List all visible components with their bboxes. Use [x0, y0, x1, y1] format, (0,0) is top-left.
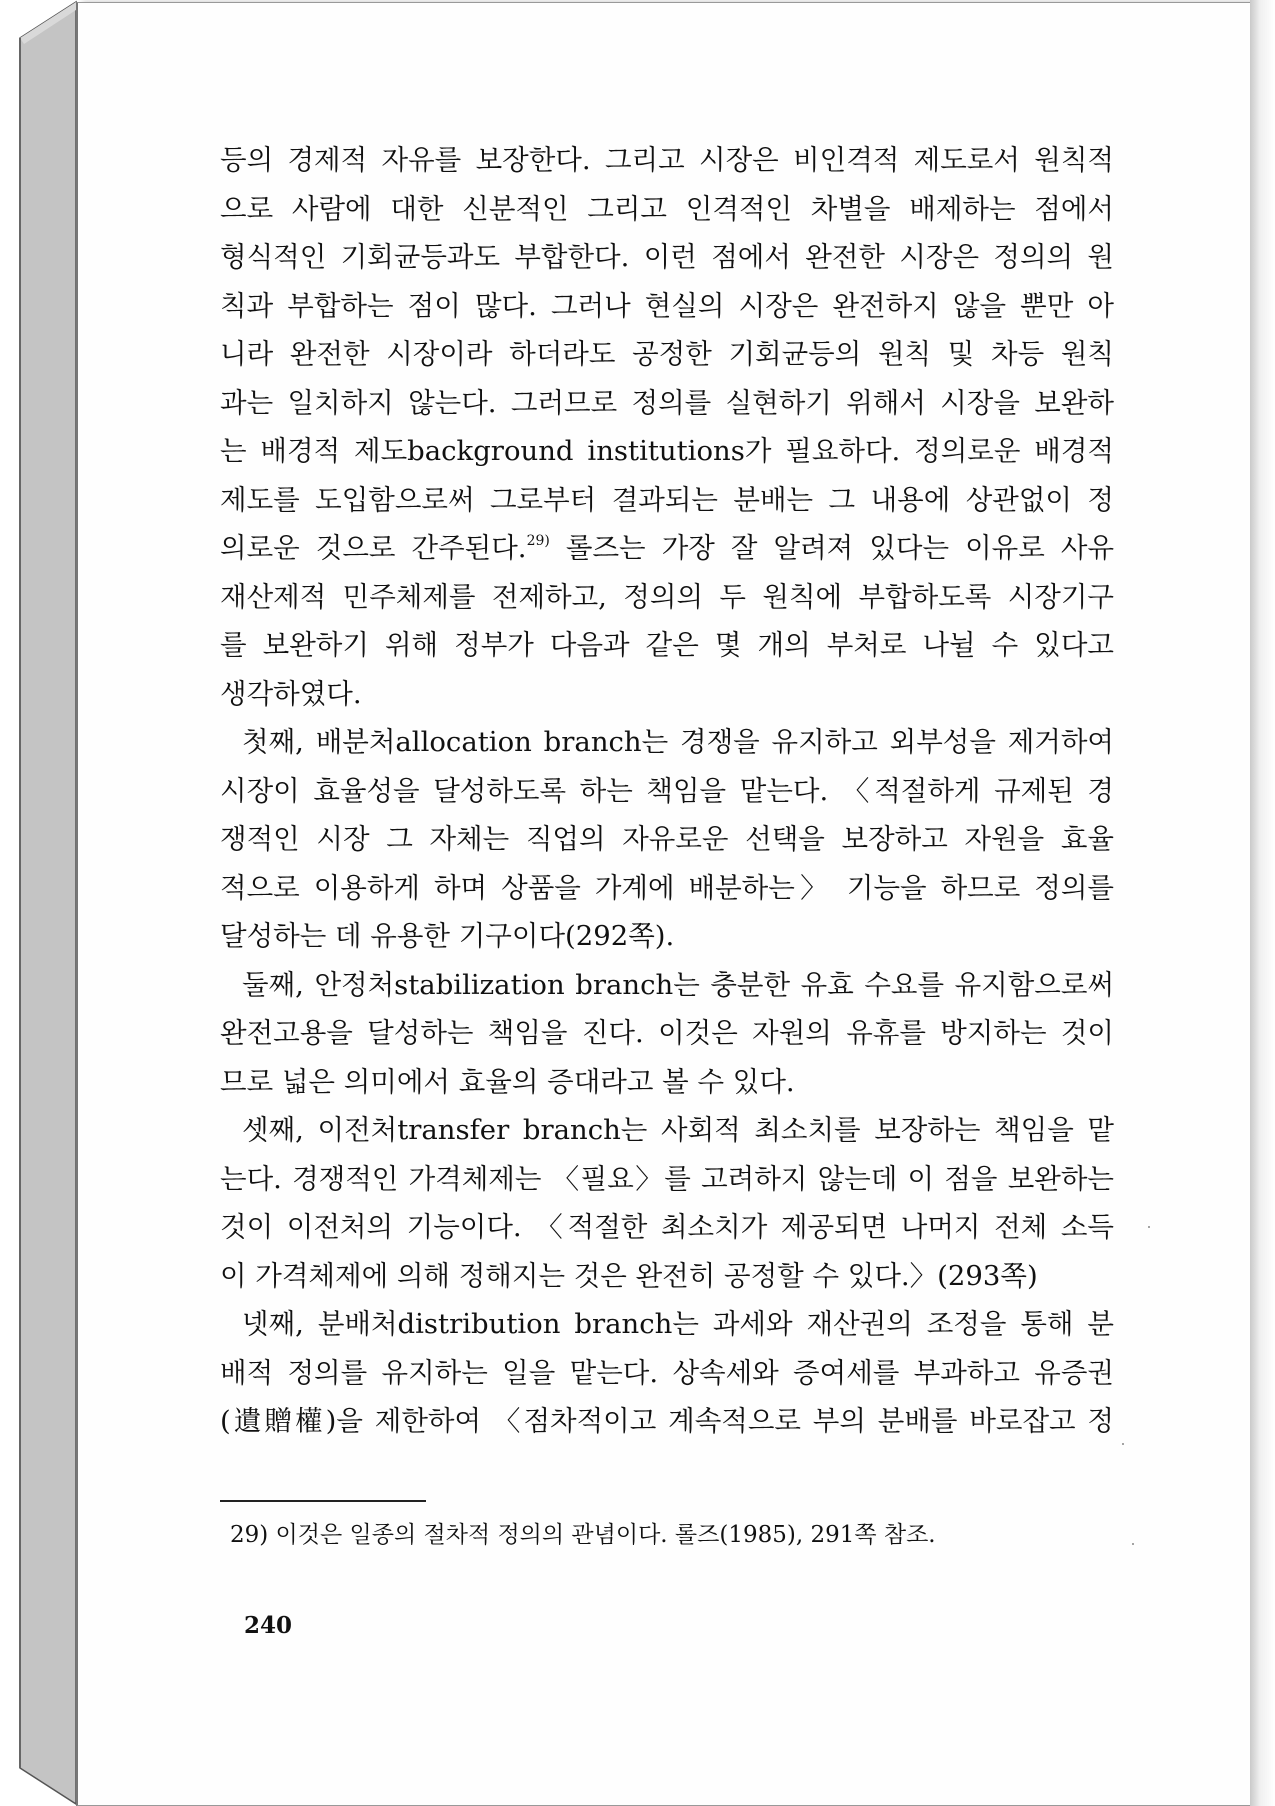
text-line: 는다. 경쟁적인 가격체제는 〈필요〉를 고려하지 않는데 이 점을 보완하는 [220, 1162, 1114, 1195]
text-line: 배적 정의를 유지하는 일을 맡는다. 상속세와 증여세를 부과하고 유증권 [220, 1356, 1114, 1389]
text-line: 으로 사람에 대한 신분적인 그리고 인격적인 차별을 배제하는 점에서 [220, 192, 1114, 225]
text-line: 생각하였다. [220, 677, 362, 710]
text-line: 달성하는 데 유용한 기구이다(292쪽). [220, 920, 675, 952]
paper-speck [1122, 1443, 1124, 1445]
text-line: 적으로 이용하게 하며 상품을 가계에 배분하는〉 기능을 하므로 정의를 [220, 871, 1114, 904]
text-line: 첫째, 배분처allocation branch는 경쟁을 유지하고 외부성을 제거하여 [242, 726, 1114, 758]
text-line: 쟁적인 시장 그 자체는 직업의 자유로운 선택을 보장하고 자원을 효율 [220, 823, 1114, 855]
text-segment: 롤즈는 가장 잘 알려져 있다는 이유로 사유 [549, 532, 1115, 564]
text-line: 제도를 도입함으로써 그로부터 결과되는 분배는 그 내용에 상관없이 정 [220, 483, 1114, 516]
text-line: 등의 경제적 자유를 보장한다. 그리고 시장은 비인격적 제도로서 원칙적 [220, 144, 1114, 176]
text-line: 형식적인 기회균등과도 부합한다. 이런 점에서 완전한 시장은 정의의 원 [220, 241, 1114, 273]
text-line: (遺贈權)을 제한하여 〈점차적이고 계속적으로 부의 분배를 바로잡고 정 [220, 1405, 1114, 1437]
text-line: 이 가격체제에 의해 정해지는 것은 완전히 공정할 수 있다.〉(293쪽) [220, 1259, 1038, 1292]
page-right-edge [1250, 0, 1275, 1806]
footnote: 29) 이것은 일종의 절차적 정의의 관념이다. 롤즈(1985), 291쪽 참조. [230, 1522, 936, 1548]
text-line: 를 보완하기 위해 정부가 다음과 같은 몇 개의 부처로 나뉠 수 있다고 [220, 629, 1114, 661]
text-line: 시장이 효율성을 달성하도록 하는 책임을 맡는다. 〈적절하게 규제된 경 [220, 774, 1114, 807]
text-line: 과는 일치하지 않는다. 그러므로 정의를 실현하기 위해서 시장을 보완하 [220, 386, 1114, 419]
body-text [220, 136, 1114, 1446]
text-line: 므로 넓은 의미에서 효율의 증대라고 볼 수 있다. [220, 1065, 795, 1098]
text-line: 셋째, 이전처transfer branch는 사회적 최소치를 보장하는 책임을 맡 [242, 1114, 1114, 1146]
text-segment: 의로운 것으로 간주된다. [220, 532, 527, 564]
text-line: 완전고용을 달성하는 책임을 진다. 이것은 자원의 유휴를 방지하는 것이 [220, 1017, 1114, 1049]
footnote-reference: 29) [526, 533, 550, 549]
paper-speck [1148, 1226, 1150, 1228]
page-number: 240 [244, 1612, 293, 1639]
text-line: 칙과 부합하는 점이 많다. 그러나 현실의 시장은 완전하지 않을 뿐만 아 [220, 289, 1114, 322]
text-line-with-footnote-ref [220, 524, 1114, 573]
text-line: 것이 이전처의 기능이다. 〈적절한 최소치가 제공되면 나머지 전체 소득 [220, 1211, 1114, 1243]
text-line: 니라 완전한 시장이라 하더라도 공정한 기회균등의 원칙 및 차등 원칙 [220, 338, 1114, 370]
paper-speck [1132, 1543, 1134, 1545]
footnote-divider [220, 1500, 426, 1502]
text-line: 재산제적 민주체제를 전제하고, 정의의 두 원칙에 부합하도록 시장기구 [220, 580, 1114, 613]
text-line: 넷째, 분배처distribution branch는 과세와 재산권의 조정을 통해 분 [242, 1308, 1114, 1340]
text-line: 는 배경적 제도background institutions가 필요하다. 정의로운 배경적 [220, 435, 1114, 467]
text-line: 둘째, 안정처stabilization branch는 충분한 유효 수요를 유지함으로써 [242, 968, 1114, 1001]
